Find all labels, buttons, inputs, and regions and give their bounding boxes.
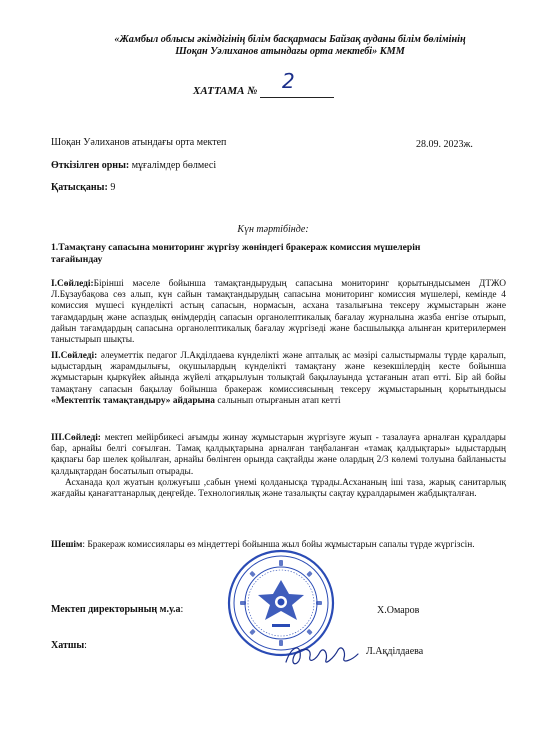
agenda-item-line-1: 1.Тамақтану сапасына мониторинг жүргізу жөніндегі бракераж комиссия мүшелерін: [51, 242, 421, 253]
secretary-label-line: [51, 640, 87, 652]
agenda-title: Күн тәртібінде:: [237, 224, 309, 235]
attendees-line: [51, 182, 115, 194]
decision-text: : Бракераж комиссиялары өз міндеттері бойынша жыл бойы жұмыстарын сапалы түрде жүргізсін.: [82, 540, 475, 550]
handwritten-signature-icon: [282, 640, 362, 670]
attendees-label: Қатысқаны:: [51, 182, 108, 193]
header-line-2: Шоқан Уәлиханов атындағы орта мектебі» КММ: [175, 46, 405, 57]
venue-value: мұғалімдер бөлмесі: [129, 160, 217, 171]
director-label: Мектеп директорының м.у.а: [51, 604, 181, 615]
speech-2: [51, 351, 506, 407]
speech-2-text-b: салынып отырғанын атап кетті: [214, 395, 341, 406]
speech-3-text-2: Асханада қол жуатын қолжуғыш ,сабын үнемі қолданысқа тұрады.Асхананың іші таза, жарық санитарлық жағдайы қанағаттанарлық деңгейде. Технологиялық және тазалықты сақтау құралдарымен жабдықталған.: [51, 477, 506, 500]
protocol-label: ХАТТАМА №: [193, 85, 258, 97]
venue-line: [51, 160, 216, 172]
protocol-number-field: [260, 69, 334, 98]
director-name: Х.Омаров: [377, 605, 420, 616]
venue-label: Өткізілген орны:: [51, 160, 130, 171]
director-colon: :: [180, 604, 184, 615]
agenda-item-line-2: тағайындау: [51, 254, 103, 265]
speech-3-text: мектеп мейірбикесі ағымды жинау жұмыстарын жүргізуге жуып - тазалауға арналған құралдары бар, арнайы белгі соғылған. Тамақ қалдықтарына арналған таңбаланған «тамақ қалдықтары» ыдыстардың қақпағы бар шелек қойылған, арнайы бөлінген орында сақтайды және олардың 2/3 көлемі толуына байланысты қалдықтардан босатылып отырады.: [51, 433, 506, 477]
header-line-1: «Жамбыл облысы әкімдігінің білім басқармасы Байзақ ауданы білім бөлімінің: [114, 34, 466, 45]
protocol-title: [193, 69, 334, 98]
secretary-colon: :: [84, 640, 87, 651]
speech-1: [51, 279, 506, 346]
speech-2-bold: «Мектептік тамақтандыру» айдарына: [51, 395, 215, 406]
speech-1-label: І.Сөйледі:: [51, 279, 94, 289]
meeting-date: 28.09. 2023ж.: [416, 139, 473, 150]
secretary-name: Л.Ақділдаева: [366, 646, 424, 657]
director-label-line: [51, 604, 183, 616]
speech-3-label: ІІІ.Сөйледі:: [51, 433, 101, 443]
protocol-number: 2: [282, 69, 295, 93]
school-name: Шоқан Уәлиханов атындағы орта мектеп: [51, 137, 227, 148]
speech-1-text: Бірінші мәселе бойынша тамақтандырудың сапасына мониторинг қорытындысымен ДТЖО Л.Бұзаубақова сөз алып, күн сайын тамақтандырудың сапасына мониторинг комиссия мүшелері, кемінде 4 комиссия мүшесі күнделікті астың сапасын, нормасын, асхана тазалығына тексеру жұмыстарын және тағамдардың және аспаздық өнімдердің сапасын органолептикалық бағалау журналына жазба енгізе отырып, дайын тағамдардың сапасына органолептикалық бағалау жүргізеді және басшылыққа алынған критерилермен таныстырып шықты.: [51, 279, 506, 346]
speech-3: [51, 433, 506, 500]
speech-2-text-a: әлеуметтік педагог Л.Ақділдаева күнделікті және апталық ас мәзірі салыстырмалы түрде қаралып, ыдыстардың жарамдылығы, оқушылардың күнделікті тамақтану және кезекшілердің кесте бойынша жұмыстарын қыркүйек айында жүйелі атқарылуын толықтай бақылауында ұстағанын атап өтті. Бір ай бойы тамақтану сапасын бақылау бойынша бракераж комиссиясының тексеру жұмыстарының қорытындысы: [51, 351, 506, 395]
attendees-value: 9: [107, 182, 116, 193]
decision-label: Шешім: [51, 540, 83, 550]
speech-2-label: ІІ.Сөйледі:: [51, 351, 98, 361]
secretary-label: Хатшы: [51, 640, 85, 651]
